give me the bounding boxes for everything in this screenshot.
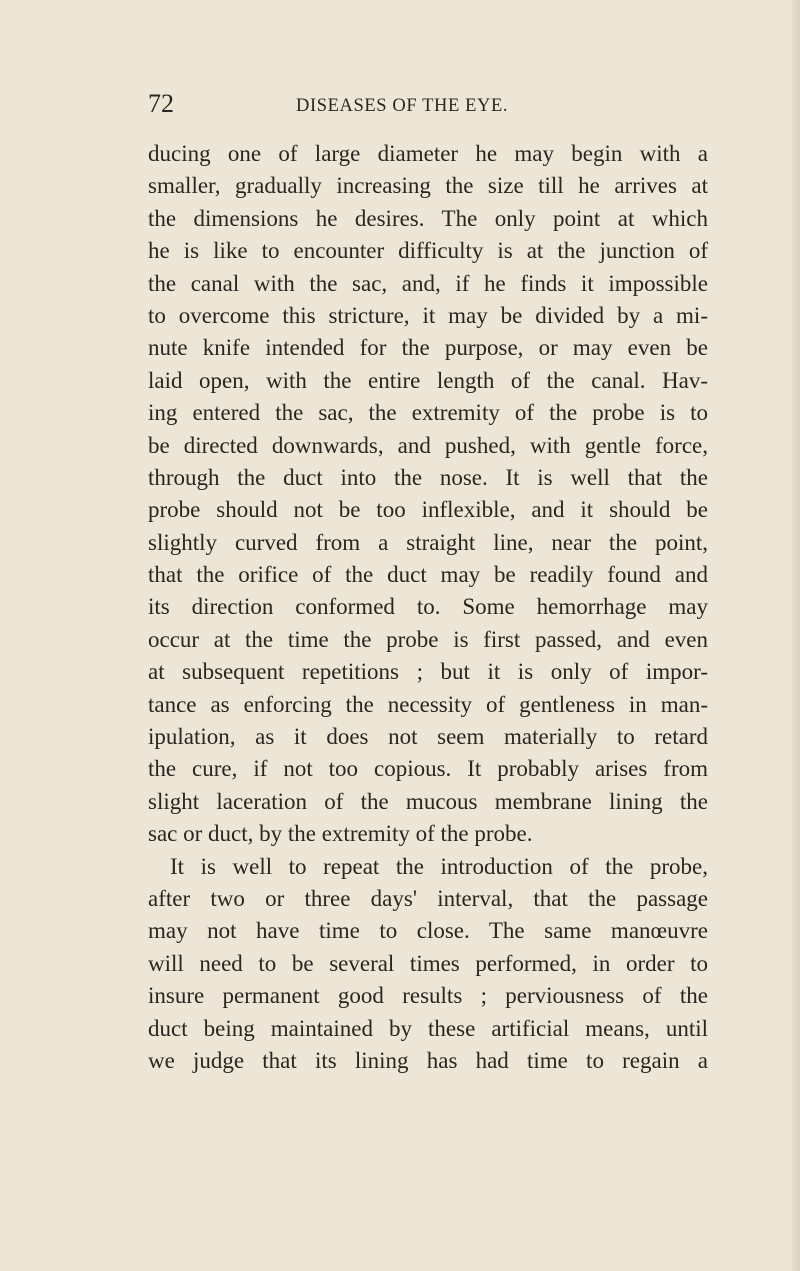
text-line: nute knife intended for the purpose, or may even be	[148, 335, 708, 361]
text-line: laid open, with the entire length of the canal. Hav-	[148, 367, 708, 393]
text-line: will need to be several times performed, in order to	[148, 950, 708, 976]
text-line: slightly curved from a straight line, near the point,	[148, 529, 708, 555]
text-line: ing entered the sac, the extremity of the probe is to	[148, 400, 708, 426]
text-line: slight laceration of the mucous membrane lining the	[148, 788, 708, 814]
page-number: 72	[148, 89, 174, 118]
text-line: to overcome this stricture, it may be divided by a mi-	[148, 302, 708, 328]
page-header	[148, 86, 708, 122]
text-line-paragraph-end: sac or duct, by the extremity of the probe.	[148, 821, 533, 847]
text-line: that the orifice of the duct may be readily found and	[148, 562, 708, 588]
text-line: occur at the time the probe is first passed, and even	[148, 626, 708, 652]
text-line: duct being maintained by these artificial means, until	[148, 1015, 708, 1041]
text-line: the dimensions he desires. The only point at which	[148, 205, 708, 231]
text-line: ducing one of large diameter he may begin with a	[148, 141, 708, 166]
running-head: DISEASES OF THE EYE.	[296, 96, 509, 116]
text-line: insure permanent good results ; perviousness of the	[148, 983, 708, 1009]
text-line: we judge that its lining has had time to regain a	[148, 1047, 708, 1073]
text-line: after two or three days' interval, that the passage	[148, 885, 708, 911]
text-line: he is like to encounter difficulty is at the junction of	[148, 238, 708, 264]
text-line: tance as enforcing the necessity of gentleness in man-	[148, 691, 708, 717]
text-line: the canal with the sac, and, if he finds it impossible	[148, 270, 708, 296]
body-text	[148, 138, 708, 1077]
page-edge	[792, 0, 800, 1271]
text-line: through the duct into the nose. It is well that the	[148, 464, 708, 490]
text-line: be directed downwards, and pushed, with gentle force,	[148, 432, 708, 458]
text-line: probe should not be too inflexible, and it should be	[148, 497, 708, 523]
text-line-paragraph-start: It is well to repeat the introduction of the probe,	[170, 853, 708, 879]
text-line: may not have time to close. The same manœuvre	[148, 918, 708, 944]
text-line: its direction conformed to. Some hemorrhage may	[148, 594, 708, 620]
text-line: smaller, gradually increasing the size till he arrives at	[148, 173, 708, 199]
text-line: at subsequent repetitions ; but it is only of impor-	[148, 659, 708, 685]
text-line: the cure, if not too copious. It probably arises from	[148, 756, 708, 782]
text-line: ipulation, as it does not seem materially to retard	[148, 724, 708, 750]
